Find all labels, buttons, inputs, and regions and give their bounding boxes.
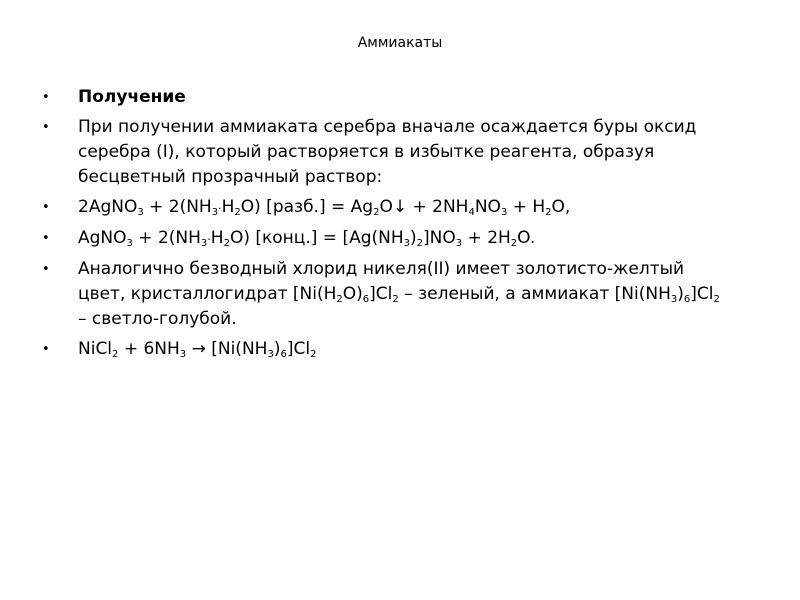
slide-title: Аммиакаты [357,35,443,51]
bullet-icon: • [42,231,50,246]
equation-nickel-ammine: NiCl$_2$ + $6NH_3 \to [Ni(NH_3)_6]Cl_2$ [78,339,317,360]
list-item [42,257,732,332]
list-item [42,85,732,110]
bullet-list [42,85,732,367]
paragraph-nickel: Аналогично безводный хлорид никеля(II) имеет золотисто-желтый цвет, кристаллогидрат $[Ni(H_2O)_6]Cl_2$ – зеленый, а аммиакат $[Ni(NH_3)_6]Cl_2$ – светло-голубой. [78,259,720,329]
paragraph-text: При получении аммиаката серебра вначале осаждается буры оксид серебра (I), который растворяется в избытке реагента, образуя бесцветный прозрачный раствор: [78,117,697,187]
list-item [42,195,732,221]
list-item [42,337,732,362]
equation-silver-ammine: AgNO$_3$ + $2(NH_3\cdot H_2O)$ [конц.] = $[Ag(NH_3)_2]NO_3 + 2H_2O$. [78,228,536,249]
bullet-icon: • [42,342,50,357]
bullet-icon: • [42,262,50,277]
list-item [42,115,732,190]
list-item [42,226,732,252]
section-heading: Получение [78,87,186,107]
bullet-icon: • [42,120,50,135]
equation-silver-oxide: 2AgNO$_3$ + $2(NH_3\cdot H_2O)$ [разб.] = $Ag_2O↓ + 2NH_4NO_3 + H_2O$, [78,197,571,218]
bullet-icon: • [42,90,50,105]
bullet-icon: • [42,200,50,215]
right-arrow-icon: → [186,339,212,359]
down-arrow-icon: ↓ [392,197,408,217]
